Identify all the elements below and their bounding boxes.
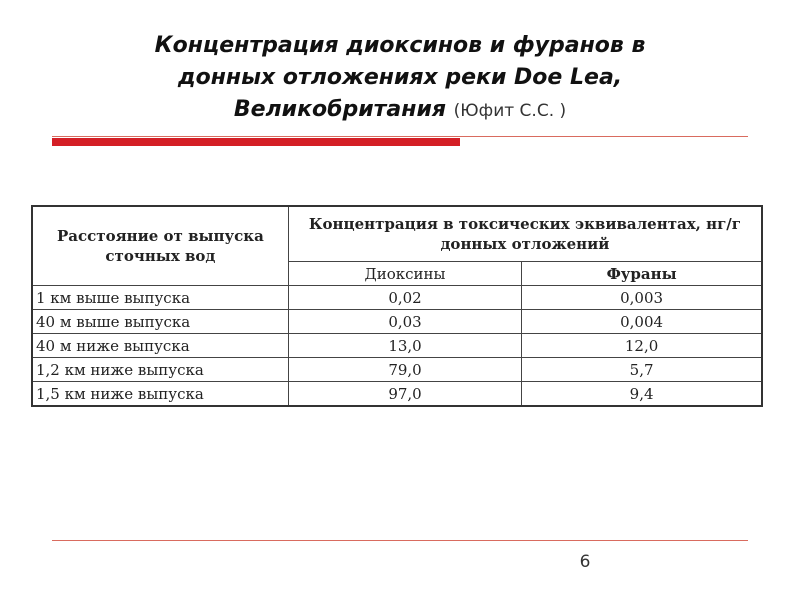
title-line: Великобритания xyxy=(233,97,446,122)
cell-dioxins: 79,0 xyxy=(288,358,521,382)
footer-divider xyxy=(52,540,748,541)
title-divider-accent xyxy=(52,138,460,146)
cell-distance: 1,5 км ниже выпуска xyxy=(32,382,288,407)
cell-furans: 12,0 xyxy=(522,334,762,358)
table-row xyxy=(32,310,762,334)
title-line-with-author xyxy=(40,94,760,127)
cell-distance: 1,2 км ниже выпуска xyxy=(32,358,288,382)
data-table xyxy=(31,205,763,407)
table-header-row xyxy=(32,206,762,262)
page-number: 6 xyxy=(579,552,591,572)
cell-distance: 40 м выше выпуска xyxy=(32,310,288,334)
table-row xyxy=(32,382,762,407)
title-line: Концентрация диоксинов и фуранов в xyxy=(154,33,646,58)
author-citation: (Юфит С.С. ) xyxy=(453,101,567,121)
cell-dioxins: 13,0 xyxy=(288,334,521,358)
cell-distance: 1 км выше выпуска xyxy=(32,286,288,310)
title-line: донных отложениях реки Doe Lea, xyxy=(177,65,623,90)
cell-distance: 40 м ниже выпуска xyxy=(32,334,288,358)
header-concentration: Концентрация в токсических эквивалентах, нг/г донных отложений xyxy=(288,206,762,262)
header-dioxins: Диоксины xyxy=(288,262,521,286)
slide-title xyxy=(40,30,760,127)
cell-dioxins: 97,0 xyxy=(288,382,521,407)
cell-dioxins: 0,03 xyxy=(288,310,521,334)
title-divider-thin xyxy=(52,136,748,137)
table-row xyxy=(32,334,762,358)
table-row xyxy=(32,286,762,310)
cell-furans: 0,004 xyxy=(522,310,762,334)
table-row xyxy=(32,358,762,382)
cell-dioxins: 0,02 xyxy=(288,286,521,310)
cell-furans: 9,4 xyxy=(522,382,762,407)
cell-furans: 5,7 xyxy=(522,358,762,382)
header-distance: Расстояние от выпуска сточных вод xyxy=(32,206,288,286)
header-furans: Фураны xyxy=(522,262,762,286)
cell-furans: 0,003 xyxy=(522,286,762,310)
